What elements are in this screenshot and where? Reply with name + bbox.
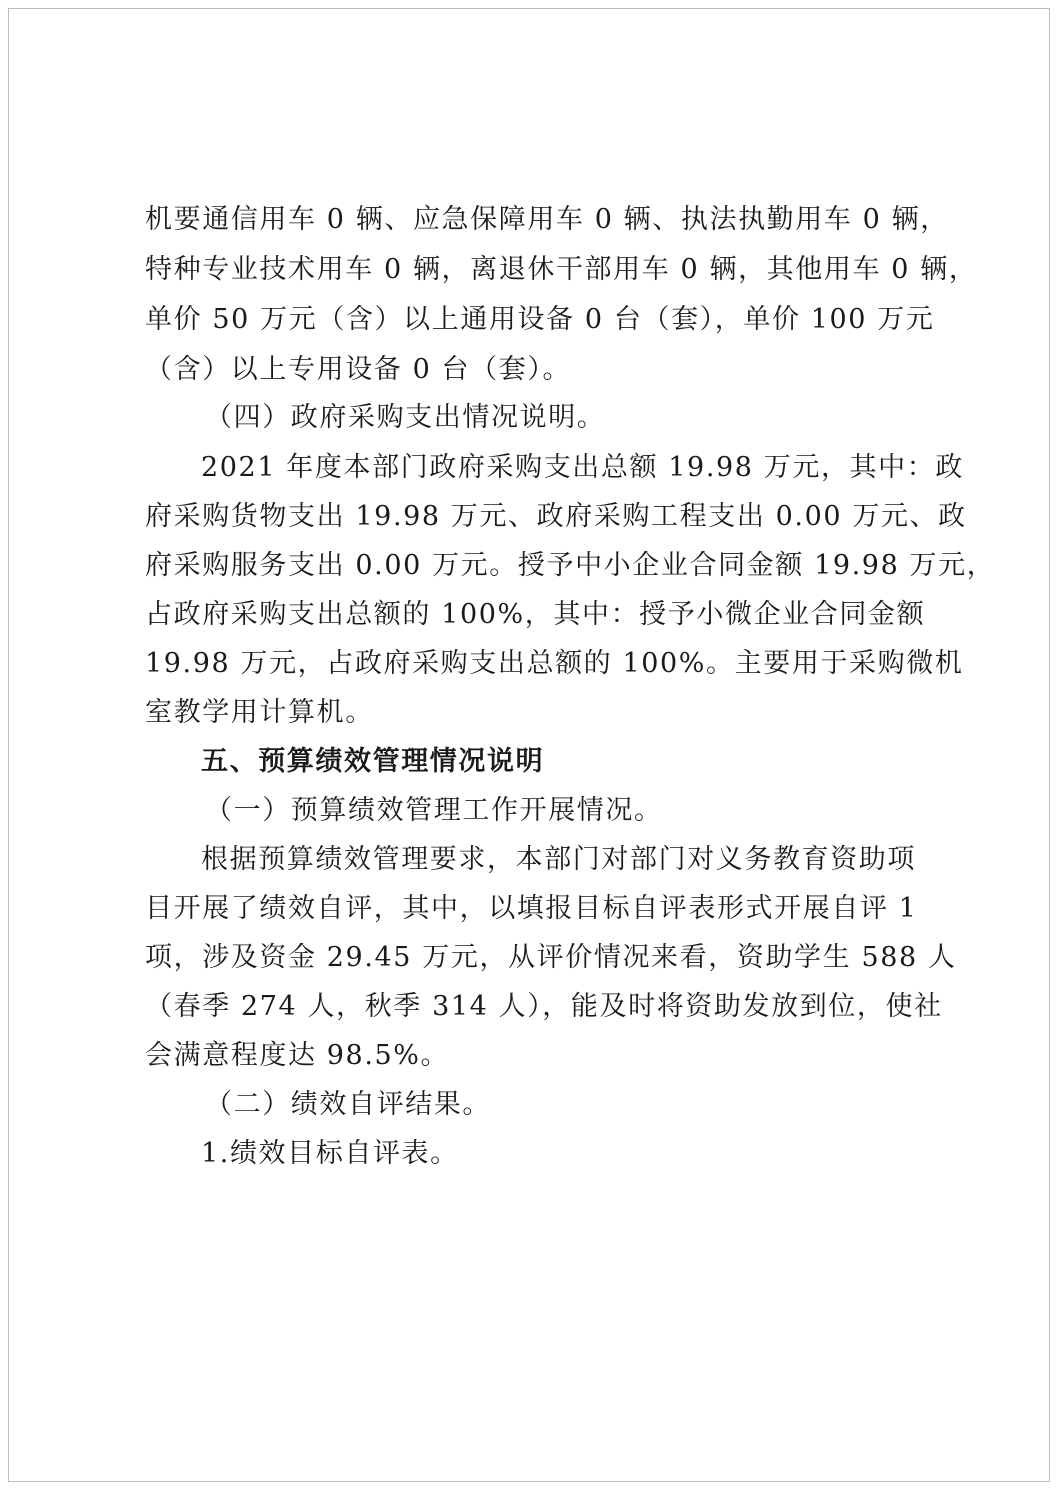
paragraph-line: 项，涉及资金 29.45 万元，从评价情况来看，资助学生 588 人: [145, 942, 957, 973]
paragraph-line: （含）以上专用设备 0 台（套）。: [145, 354, 572, 385]
paragraph-line: 府采购服务支出 0.00 万元。授予中小企业合同金额 19.98 万元，: [145, 550, 996, 581]
paragraph-line: 机要通信用车 0 辆、应急保障用车 0 辆、执法执勤用车 0 辆，: [145, 204, 949, 235]
subsection-heading: （一）预算绩效管理工作开展情况。: [205, 795, 663, 826]
paragraph-line: 特种专业技术用车 0 辆，离退休干部用车 0 辆，其他用车 0 辆，: [145, 254, 978, 285]
section-heading: 五、预算绩效管理情况说明: [201, 746, 545, 777]
subsection-heading: （二）绩效自评结果。: [205, 1089, 491, 1120]
paragraph-line: 府采购货物支出 19.98 万元、政府采购工程支出 0.00 万元、政: [145, 501, 967, 532]
paragraph-line: 19.98 万元，占政府采购支出总额的 100%。主要用于采购微机: [145, 648, 964, 679]
paragraph-line: 2021 年度本部门政府采购支出总额 19.98 万元，其中：政: [201, 452, 964, 483]
paragraph-line: 根据预算绩效管理要求，本部门对部门对义务教育资助项: [201, 844, 916, 875]
paragraph-line: 室教学用计算机。: [145, 697, 374, 728]
paragraph-line: 1.绩效目标自评表。: [201, 1138, 459, 1169]
paragraph-line: 单价 50 万元（含）以上通用设备 0 台（套），单价 100 万元: [145, 304, 935, 335]
paragraph-line: 目开展了绩效自评，其中，以填报目标自评表形式开展自评 1: [145, 893, 918, 924]
subsection-heading: （四）政府采购支出情况说明。: [205, 402, 606, 433]
paragraph-line: （春季 274 人，秋季 314 人），能及时将资助发放到位，使社: [145, 991, 943, 1022]
paragraph-line: 占政府采购支出总额的 100%，其中：授予小微企业合同金额: [145, 599, 926, 630]
paragraph-line: 会满意程度达 98.5%。: [145, 1040, 450, 1071]
